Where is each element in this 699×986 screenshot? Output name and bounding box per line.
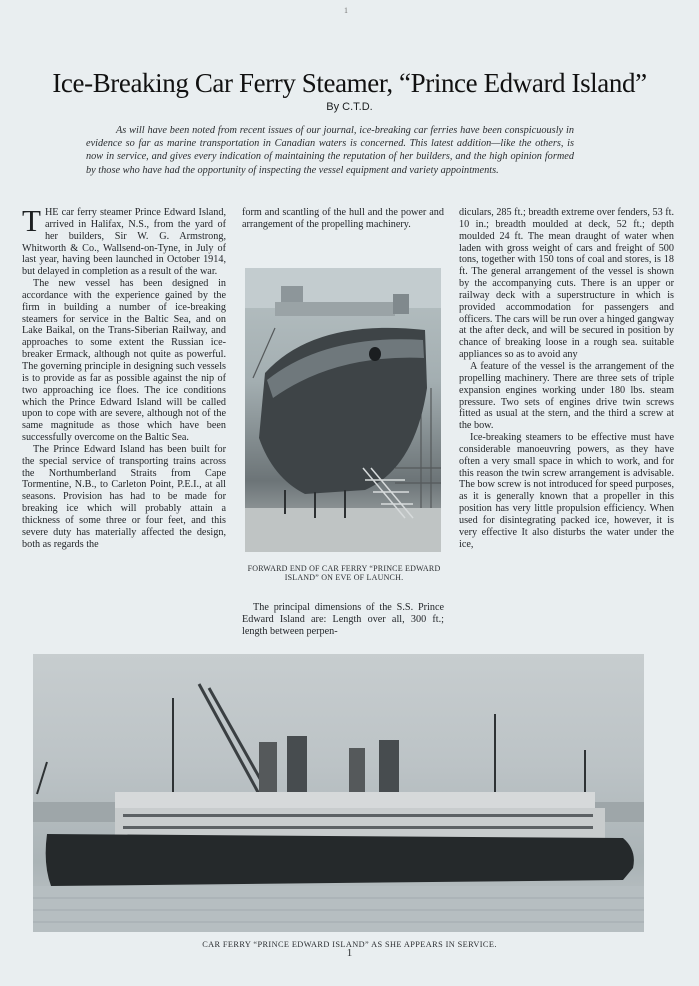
paragraph-propelling: A feature of the vessel is the arrangement of the propelling machinery. There are three sets of triple expansion engines working under 180 lbs. steam pressure. Two sets of engines drive twin screws fitted as usual at the stern, and the third a screw at the bow.	[459, 360, 674, 432]
paragraph-intro-text: HE car ferry steamer Prince Edward Island, arrived in Halifax, N.S., from the yard of her builders, Sir W. G. Armstrong, Whitworth & Co., Wallsend-on-Tyne, in July of last year, having been launched in October 1914, but delayed in completion as a result of the war.	[22, 207, 226, 278]
column-1	[22, 207, 226, 643]
launch-photo-caption: FORWARD END OF CAR FERRY “PRINCE EDWARD ISLAND” ON EVE OF LAUNCH.	[247, 564, 441, 582]
page-number: 1	[346, 947, 353, 959]
article-title: Ice-Breaking Car Ferry Steamer, “Prince Edward Island”	[52, 68, 647, 98]
launch-photo-illustration	[245, 268, 441, 552]
ship-illustration	[33, 654, 644, 932]
ship-photo-caption: CAR FERRY “PRINCE EDWARD ISLAND” AS SHE APPEARS IN SERVICE.	[202, 940, 497, 949]
lede-paragraph: As will have been noted from recent issues of our journal, ice-breaking car ferries have been conspicuously in evidence so far as marine transportation in Canadian waters is concerned. This latest addition—like the others, is now in service, and gives every indication of maintaining the reputation of her builders, and the high opinion formed by those who have had the opportunity of inspecting the vessel equipment and variety appointments.	[86, 125, 574, 176]
column-3	[459, 207, 674, 643]
launch-photo	[245, 268, 441, 552]
paragraph-manoeuvring: Ice-breaking steamers to be effective must have considerable manoeuvring powers, as they have often a very small space in which to work, and for this reason the twin screw arrangement is advisable. The bow screw is not introduced for speed purposes, as it is generally known that a propeller in this position has very little propulsion efficiency. When used for disintegrating packed ice, however, it is very effective It also disturbs the water under the ice,	[459, 432, 674, 550]
paragraph-intro	[22, 207, 226, 278]
paragraph-design: The new vessel has been designed in accordance with the experience gained by the firm in building a number of ice-breaking steamers for service in the Baltic Sea, and on Lake Baikal, on the Trans-Siberian Railway, and approaches to some extent the Russian ice-breaker Ermack, although not quite as powerful. The governing principle in designing such vessels is to provide as far as possible against the nip of two approaching ice floes. The ice conditions which the Prince Edward Island will be called upon to cope with are severe, although not of the same magnitude as those which have been successfully overcome on the Baltic Sea.	[22, 278, 226, 444]
byline: By C.T.D.	[326, 101, 373, 113]
page-mark: 1	[344, 6, 348, 15]
paragraph-service: The Prince Edward Island has been built for the special service of transporting trains across the Northumberland Straits from Cape Tormentine, N.B., to Carleton Point, P.E.I., at all seasons. Provision has had to be made for breaking ice which will probably attain a thickness of some three or four feet, and this severe duty has materially affected the design, both as regards the	[22, 443, 226, 550]
paragraph-dimensions-cont: diculars, 285 ft.; breadth extreme over fenders, 53 ft. 10 in.; breadth moulded at deck, 52 ft.; depth moulded 24 ft. The mean draught of water when laden with gross weight of cars and freight of 500 tons, together with 150 tons of coal and stores, is 18 ft. The general arrangement of the vessel is shown by the accompanying cuts. There is an upper or railway deck with a superstructure in which is provided accommodation for passengers and officers. The cars will be run over a hinged gangway at the after deck, and will be secured in position by chance of breaking loose in a rough sea. suitable appliances so as to avoid any	[459, 207, 674, 361]
paragraph-machinery: form and scantling of the hull and the power and arrangement of the propelling machinery.	[242, 207, 444, 230]
paragraph-dimensions: The principal dimensions of the S.S. Prince Edward Island are: Length over all, 300 ft.; length between perpen-	[242, 602, 444, 637]
ship-in-service-photo	[33, 654, 644, 932]
column-2-bottom	[242, 602, 444, 648]
column-2-top	[242, 207, 444, 257]
drop-cap: T	[22, 207, 41, 238]
